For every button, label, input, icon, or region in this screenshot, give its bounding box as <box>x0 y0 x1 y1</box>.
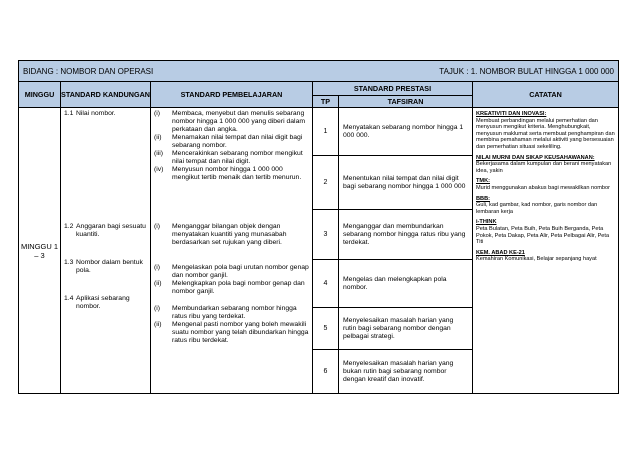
sk-item: 1.3 Nombor dalam bentuk pola. <box>64 259 143 274</box>
col-standard-kandungan: STANDARD KANDUNGAN <box>61 82 151 108</box>
catatan-heading: TMK: <box>476 178 490 185</box>
catatan-body: Guli, kad gambar, kad nombor, garis nombor dan lembaran kerja <box>476 202 598 215</box>
sp-group-2: (i) Menganggar bilangan objek dengan menyatakan kuantiti yang munasabah berdasarkan set rujukan yang diberi. <box>154 223 287 246</box>
catatan-body: Murid menggunakan abakus bagi mewakilkan nombor <box>476 184 611 191</box>
tp-value: 2 <box>313 156 339 210</box>
tajuk-title: TAJUK : 1. NOMBOR BULAT HINGGA 1 000 000 <box>439 66 615 76</box>
tafsiran-text: Menyatakan sebarang nombor hingga 1 000 000. <box>339 108 473 156</box>
sk-item: 1.1 Nilai nombor. <box>64 110 116 117</box>
catatan-body: Membuat perbandingan melalui pemerhatian dan menyusun mengikut kriteria. Menghubungkait, menyusun maklumat serta membuat penghampiran dan membina pemahaman melalui aktiviti yang bersesuaian dan pemerhatian situasi sekeliling. <box>476 117 615 150</box>
catatan-body: Peta Bulatan, Peta Buih, Peta Buih Berganda, Peta Pokok, Peta Dakap, Peta Alir, Peta Pelbagai Alir, Peta Titi <box>476 225 610 246</box>
tafsiran-text: Menganggar dan membundarkan sebarang nombor hingga ratus ribu yang terdekat. <box>339 210 473 260</box>
sp-group-1: (i) Membaca, menyebut dan menulis sebarang nombor hingga 1 000 000 yang diberi dalam perkataan dan angka. (ii) Menamakan nilai tempat dan nilai digit bagi sebarang nombor. (iii) Mencerakinkan sebarang nombor mengikut nilai tempat dan nilai digit. (iv) Menyusun nombor hingga 1 000 000 mengikut tertib menaik dan tertib menurun. <box>154 110 306 181</box>
catatan-heading: i-THINK <box>476 219 497 226</box>
col-standard-prestasi: STANDARD PRESTASI <box>313 82 473 96</box>
col-catatan: CATATAN <box>473 82 619 108</box>
tp-value: 3 <box>313 210 339 260</box>
sk-item: 1.2 Anggaran bagi sesuatu kuantiti. <box>64 223 146 238</box>
tp-value: 5 <box>313 308 339 350</box>
catatan-heading: NILAI MURNI DAN SIKAP KEUSAHAWANAN: <box>476 154 595 161</box>
tp-value: 6 <box>313 350 339 394</box>
sk-item: 1.4 Aplikasi sebarang nombor. <box>64 295 130 310</box>
rpt-table <box>18 60 619 394</box>
tp-value: 4 <box>313 260 339 308</box>
tafsiran-text: Menyelesaikan masalah harian yang rutin bagi sebarang nombor dengan pelbagai strategi. <box>339 308 473 350</box>
col-tafsiran: TAFSIRAN <box>339 96 473 108</box>
col-minggu: MINGGU <box>19 82 61 108</box>
sp-group-4: (i) Membundarkan sebarang nombor hingga ratus ribu yang terdekat. (ii) Mengenal pasti nombor yang boleh mewakili suatu nombor yang telah dibundarkan hingga ratus ribu terdekat. <box>154 305 309 344</box>
catatan-heading: KEM. ABAD KE-21 <box>476 249 525 256</box>
header-banner <box>19 61 619 82</box>
bidang-title: BIDANG : NOMBOR DAN OPERASI <box>23 66 154 76</box>
standard-kandungan-cell <box>61 108 151 394</box>
rpt-page <box>18 60 618 394</box>
catatan-body: Kemahiran Komunikasi, Belajar sepanjang hayat <box>476 256 597 263</box>
catatan-heading: BBB: <box>476 195 490 202</box>
tafsiran-text: Menentukan nilai tempat dan nilai digit bagi sebarang nombor hingga 1 000 000 <box>339 156 473 210</box>
catatan-body: Bekerjasama dalam kumpulan dan berani menyatakan idea, yakin <box>476 161 612 174</box>
standard-pembelajaran-cell <box>151 108 313 394</box>
col-tp: TP <box>313 96 339 108</box>
tafsiran-text: Mengelas dan melengkapkan pola nombor. <box>339 260 473 308</box>
catatan-heading: KREATIVITI DAN INOVASI: <box>476 111 547 117</box>
col-standard-pembelajaran: STANDARD PEMBELAJARAN <box>151 82 313 108</box>
minggu-value: MINGGU 1 – 3 <box>19 108 61 394</box>
sp-group-3: (i) Mengelaskan pola bagi urutan nombor genap dan nombor ganjil. (ii) Melengkapkan pola bagi nombor genap dan nombor ganjil. <box>154 264 309 295</box>
tafsiran-text: Menyelesaikan masalah harian yang bukan rutin bagi sebarang nombor dengan kreatif dan inovatif. <box>339 350 473 394</box>
tp-value: 1 <box>313 108 339 156</box>
catatan-cell <box>473 108 619 394</box>
